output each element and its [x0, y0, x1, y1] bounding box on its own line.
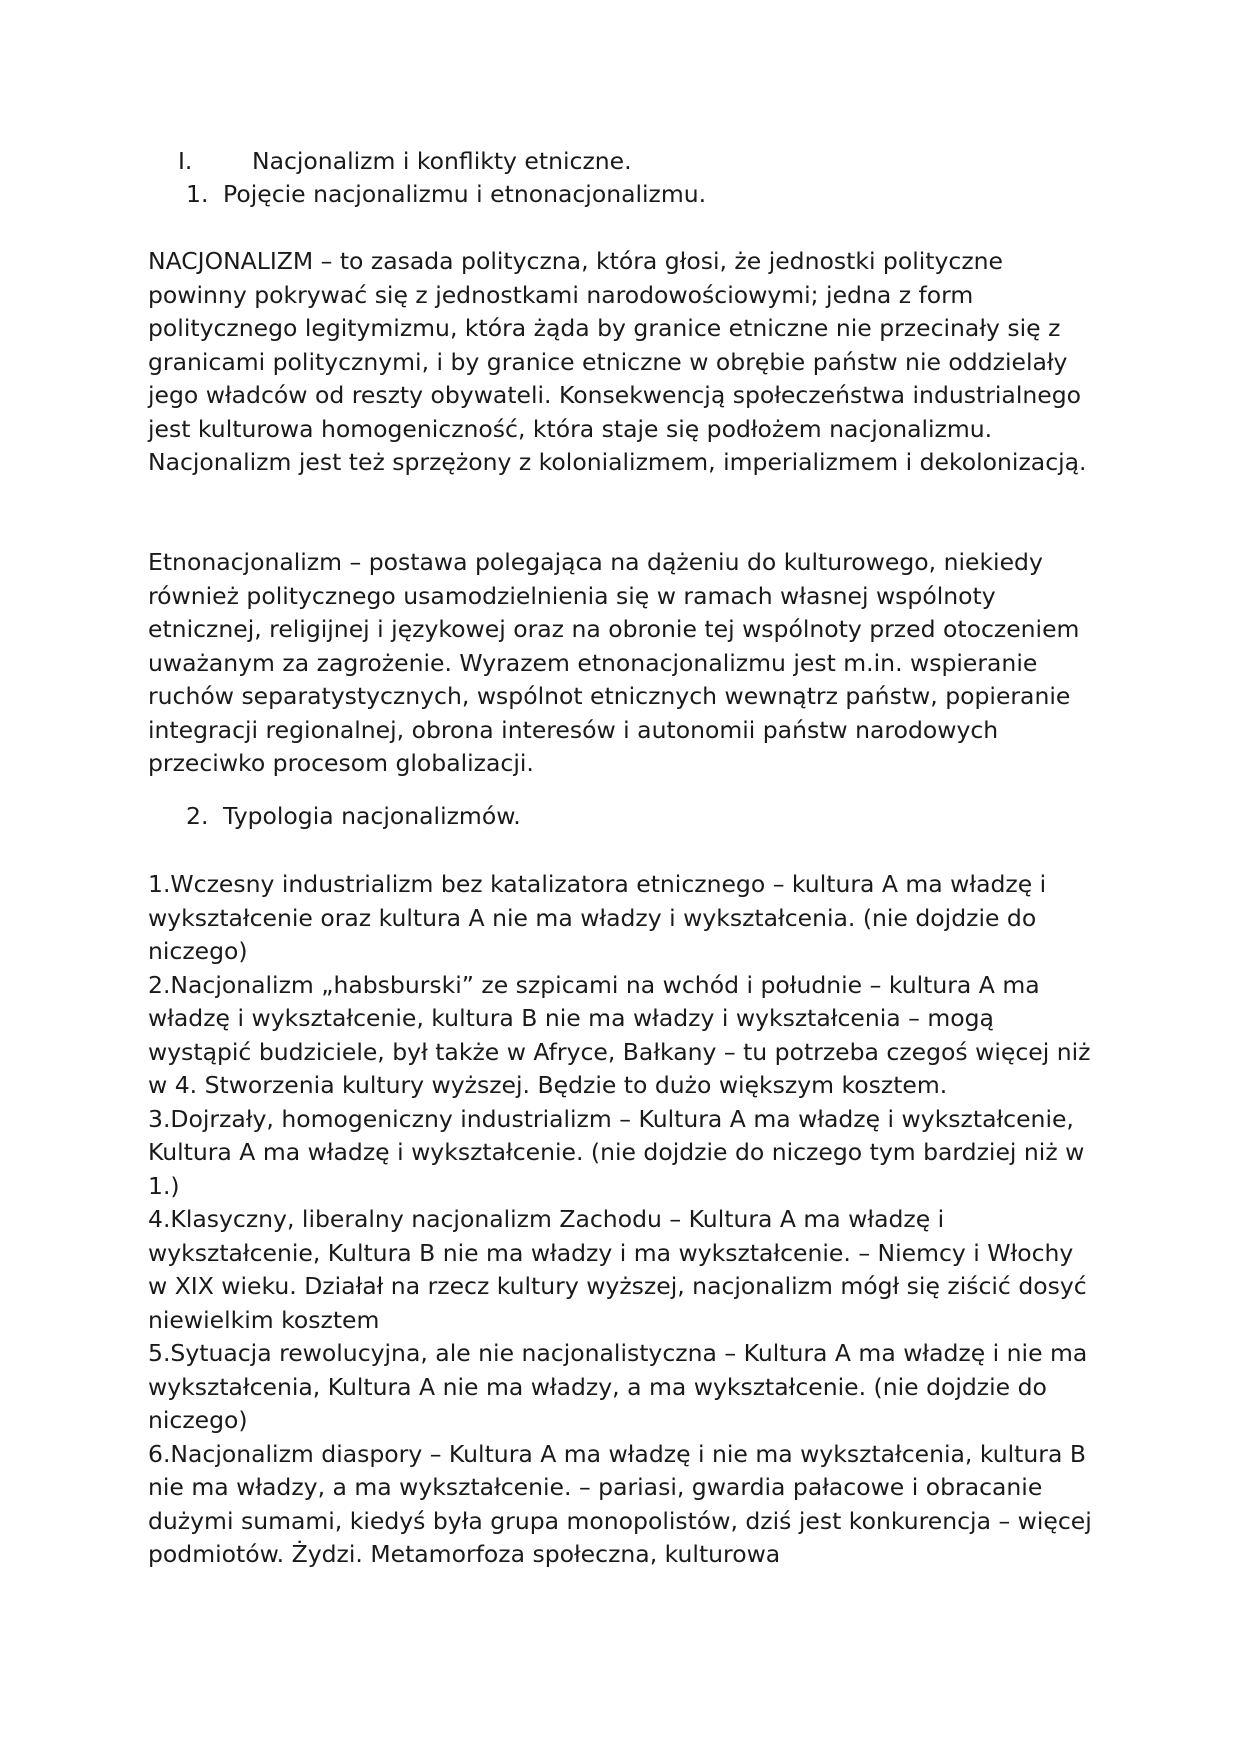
paragraph-nacjonalizm: NACJONALIZM – to zasada polityczna, która głosi, że jednostki polityczne powinny pokrywać się z jednostkami narodowościowymi; jedna z form politycznego legitymizmu, która żąda by granice etniczne nie przecinały się z granicami politycznymi, i by granice etniczne w obrębie państw nie oddzielały jego władców od reszty obywateli. Konsekwencją społeczeństwa industrialnego jest kulturowa homogeniczność, która staje się podłożem nacjonalizmu. Nacjonalizm jest też sprzężony z kolonializmem, imperializmem i dekolonizacją.: [148, 247, 1087, 476]
subsection-title-2: Typologia nacjonalizmów.: [223, 802, 521, 830]
subsection-number-2: 2.: [186, 802, 209, 830]
typology-item: 1.Wczesny industrializm bez katalizatora etnicznego – kultura A ma władzę i wykształcenie oraz kultura A nie ma władzy i wykształcenia. (nie dojdzie do niczego): [148, 870, 1047, 965]
typology-item: 2.Nacjonalizm „habsburski” ze szpicami na wchód i południe – kultura A ma władzę i wykształcenie, kultura B nie ma władzy i wykształcenia – mogą wystąpić budziciele, był także w Afryce, Bałkany – tu potrzeba czegoś więcej niż w 4. Stworzenia kultury wyższej. Będzie to dużo większym kosztem.: [148, 970, 1091, 1099]
subsection-title-1: Pojęcie nacjonalizmu i etnonacjonalizmu.: [223, 180, 707, 208]
typology-list: [148, 868, 1098, 1572]
paragraph-etnonacjonalizm: Etnonacjonalizm – postawa polegająca na dążeniu do kulturowego, niekiedy również politycznego usamodzielnienia się w ramach własnej wspólnoty etnicznej, religijnej i językowej oraz na obronie tej wspólnoty przed otoczeniem uważanym za zagrożenie. Wyrazem etnonacjonalizmu jest m.in. wspieranie ruchów separatystycznych, wspólnot etnicznych wewnątrz państw, popieranie integracji regionalnej, obrona interesów i autonomii państw narodowych przeciwko procesom globalizacji.: [148, 548, 1080, 777]
typology-item: 4.Klasyczny, liberalny nacjonalizm Zachodu – Kultura A ma władzę i wykształcenie, Kultura B nie ma władzy i ma wykształcenie. – Niemcy i Włochy w XIX wieku. Działał na rzecz kultury wyższej, nacjonalizm mógł się ziścić dosyć niewielkim kosztem: [148, 1205, 1087, 1334]
typology-item: 6.Nacjonalizm diaspory – Kultura A ma władzę i nie ma wykształcenia, kultura B nie ma władzy, a ma wykształcenie. – pariasi, gwardia pałacowe i obracanie dużymi sumami, kiedyś była grupa monopolistów, dziś jest konkurencja – więcej podmiotów. Żydzi. Metamorfoza społeczna, kulturowa: [148, 1439, 1092, 1568]
subsection-number-1: 1.: [186, 180, 209, 208]
typology-item: 3.Dojrzały, homogeniczny industrializm – Kultura A ma władzę i wykształcenie, Kultura A ma władzę i wykształcenie. (nie dojdzie do niczego tym bardziej niż w 1.): [148, 1104, 1085, 1200]
typology-item: 5.Sytuacja rewolucyjna, ale nie nacjonalistyczna – Kultura A ma władzę i nie ma wykształcenia, Kultura A nie ma władzy, a ma wykształcenie. (nie dojdzie do niczego): [148, 1339, 1088, 1434]
section-number: I.: [178, 147, 193, 175]
section-title: Nacjonalizm i konflikty etniczne.: [252, 147, 632, 175]
